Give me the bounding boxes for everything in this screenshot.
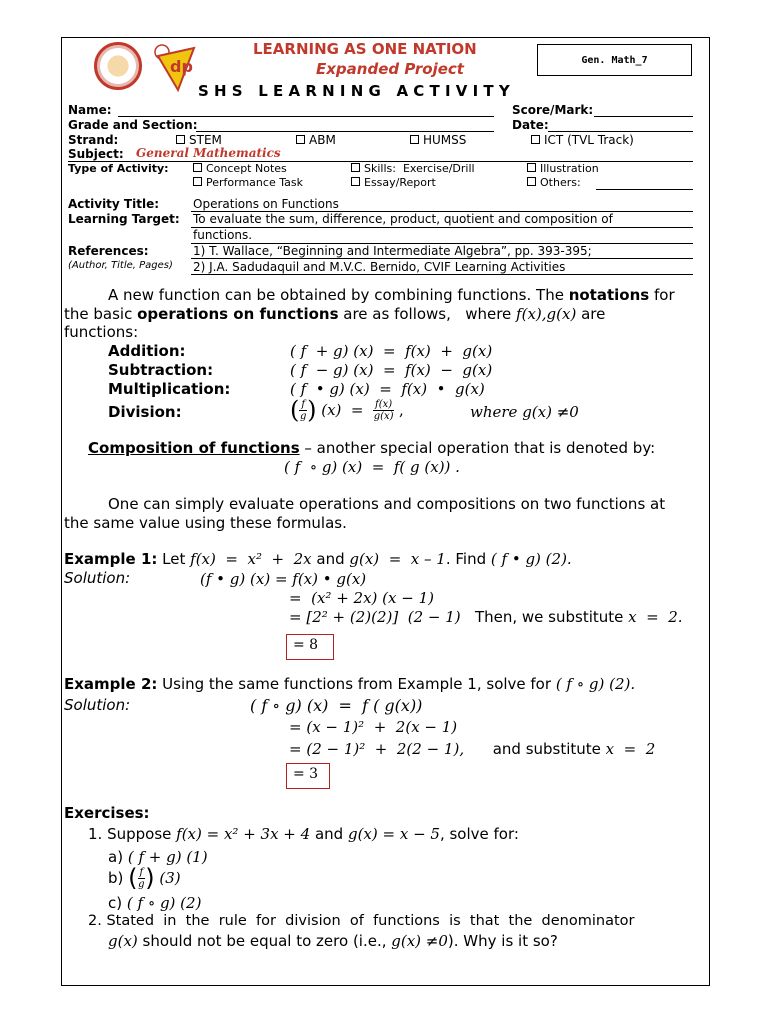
example2-solution-label: Solution: [64, 696, 131, 714]
others-line[interactable] [596, 189, 693, 190]
activity-title-value: Operations on Functions [193, 197, 339, 211]
subject-label: Subject: [68, 147, 124, 161]
reference-underline2 [191, 274, 693, 275]
score-label: Score/Mark: [512, 103, 594, 117]
date-line[interactable] [548, 131, 693, 132]
strand-label: Strand: [68, 133, 119, 147]
type-others[interactable]: Others: [527, 176, 581, 189]
reference-1: 1) T. Wallace, “Beginning and Intermediate Algebra”, pp. 393-395; [193, 244, 592, 258]
example2-step2: = (x − 1)² + 2(x − 1) [289, 718, 458, 736]
checkbox-icon[interactable] [176, 135, 185, 144]
example2-step1: ( f ∘ g) (x) = f ( g(x)) [250, 696, 423, 715]
division-label: Division: [108, 403, 182, 421]
exercise1c: c) ( f ∘ g) (2) [108, 894, 202, 912]
checkbox-icon[interactable] [527, 163, 536, 172]
exercise2-line1: 2. Stated in the rule for division of functions is that the denominator [88, 913, 635, 929]
code-text: Gen. Math_7 [581, 54, 648, 66]
subject-value: General Mathematics [136, 146, 281, 160]
paragraph2-line1: One can simply evaluate operations and compositions on two functions at [108, 495, 666, 513]
exercise1b: b) ( f g ) (3) [108, 864, 181, 892]
score-line[interactable] [594, 116, 693, 117]
activity-title-label: Activity Title: [68, 197, 160, 211]
reference-2: 2) J.A. Sadudaquil and M.V.C. Bernido, CVIF Learning Activities [193, 260, 566, 274]
checkbox-icon[interactable] [351, 163, 360, 172]
example1-statement: Example 1: Let f(x) = x² + 2x and g(x) = x – 1. Find ( f • g) (2). [64, 550, 572, 568]
strand-stem[interactable]: STEM [176, 133, 222, 147]
code-box [537, 44, 692, 76]
checkbox-icon[interactable] [527, 177, 536, 186]
type-skills[interactable]: Skills: Exercise/Drill [351, 162, 475, 175]
subtraction-formula: ( f − g) (x) = f(x) − g(x) [290, 361, 493, 379]
example1-step1: (f • g) (x) = f(x) • g(x) [200, 570, 367, 588]
example2-answer-box: = 3 [286, 763, 330, 789]
example1-answer-box: = 8 [286, 634, 334, 660]
strand-abm[interactable]: ABM [296, 133, 336, 147]
references-sub: (Author, Title, Pages) [68, 260, 173, 271]
example2-step3: = (2 − 1)² + 2(2 − 1), and substitute x = 2 [289, 740, 656, 758]
grade-label: Grade and Section: [68, 118, 198, 132]
multiplication-label: Multiplication: [108, 380, 231, 398]
name-label: Name: [68, 103, 112, 117]
division-condition: where g(x) ≠0 [470, 403, 579, 421]
svg-text:dp: dp [170, 57, 193, 76]
grade-line[interactable] [196, 131, 494, 132]
target-line1: To evaluate the sum, difference, product, quotient and composition of [193, 212, 613, 226]
strand-ict[interactable]: ICT (TVL Track) [531, 133, 634, 147]
checkbox-icon[interactable] [193, 177, 202, 186]
multiplication-formula: ( f • g) (x) = f(x) • g(x) [290, 380, 485, 398]
target-label: Learning Target: [68, 212, 180, 226]
strand-humss[interactable]: HUMSS [410, 133, 466, 147]
intro-line1: A new function can be obtained by combining functions. The notations for [108, 286, 675, 304]
reference-underline1 [191, 258, 693, 259]
checkbox-icon[interactable] [351, 177, 360, 186]
example1-solution-label: Solution: [64, 569, 131, 587]
name-line[interactable] [118, 116, 494, 117]
checkbox-icon[interactable] [410, 135, 419, 144]
division-formula: ( f g ) (x) = $\frac{f(x)}{g(x)}$ , [290, 396, 404, 424]
example1-step3: = [2² + (2)(2)] (2 − 1) Then, we substitute x = 2. [289, 608, 683, 626]
type-illustration[interactable]: Illustration [527, 162, 599, 175]
exercises-heading: Exercises: [64, 804, 150, 822]
type-performance-task[interactable]: Performance Task [193, 176, 303, 189]
exercise2-line2: g(x) should not be equal to zero (i.e., g(x) ≠0). Why is it so? [108, 932, 558, 950]
exercise1a: a) ( f + g) (1) [108, 848, 208, 866]
example2-statement: Example 2: Using the same functions from Example 1, solve for ( f ∘ g) (2). [64, 675, 636, 693]
division-logo [148, 42, 200, 94]
project-title: Expanded Project [316, 60, 464, 78]
school-seal-logo [94, 42, 142, 90]
target-line2: functions. [193, 228, 253, 242]
type-essay-report[interactable]: Essay/Report [351, 176, 436, 189]
activity-heading: S H S L E A R N I N G A C T I V I T Y [198, 82, 510, 100]
checkbox-icon[interactable] [296, 135, 305, 144]
checkbox-icon[interactable] [531, 135, 540, 144]
example1-step2: = (x² + 2x) (x − 1) [289, 589, 434, 607]
checkbox-icon[interactable] [193, 163, 202, 172]
composition-formula: ( f ∘ g) (x) = f( g (x)) . [284, 458, 460, 476]
type-concept-notes[interactable]: Concept Notes [193, 162, 287, 175]
paragraph2-line2: the same value using these formulas. [64, 514, 347, 532]
intro-line2: the basic operations on functions are as follows, where f(x),g(x) are [64, 305, 606, 323]
intro-line3: functions: [64, 323, 139, 341]
target-underline1 [191, 227, 693, 228]
composition-heading: Composition of functions – another special operation that is denoted by: [88, 439, 656, 457]
type-label: Type of Activity: [68, 162, 169, 175]
subtraction-label: Subtraction: [108, 361, 214, 379]
addition-label: Addition: [108, 342, 186, 360]
references-label: References: [68, 244, 149, 258]
addition-formula: ( f + g) (x) = f(x) + g(x) [290, 342, 493, 360]
org-title: LEARNING AS ONE NATION [253, 40, 477, 58]
exercise1-statement: 1. Suppose f(x) = x² + 3x + 4 and g(x) = x − 5, solve for: [88, 825, 519, 843]
date-label: Date: [512, 118, 549, 132]
